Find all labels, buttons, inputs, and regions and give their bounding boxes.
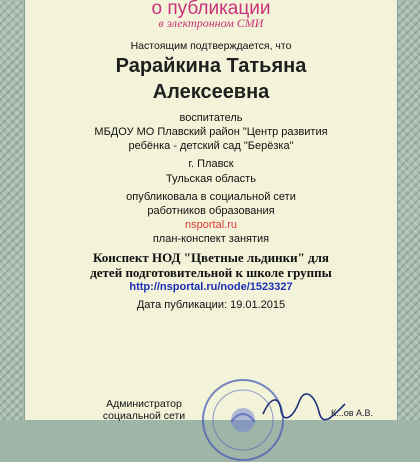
signature-name: К...ов А.В. <box>331 408 374 418</box>
region: Тульская область <box>166 173 256 185</box>
confirm-text: Настоящим подтверждается, что <box>130 40 292 52</box>
recipient-name-line1: Рарайкина Татьяна <box>115 55 307 77</box>
certificate-paper <box>24 0 398 420</box>
publication-title-line2: детей подготовительной к школе группы <box>90 265 332 280</box>
published-text-line2: работников образования <box>147 205 275 217</box>
published-text-line1: опубликовала в социальной сети <box>126 191 296 203</box>
publication-title-line1: Конспект НОД "Цветные льдинки" для <box>93 250 329 265</box>
certificate-subtitle: в электронном СМИ <box>158 16 264 30</box>
publication-link[interactable]: http://nsportal.ru/node/1523327 <box>129 281 293 293</box>
recipient-name-line2: Алексеевна <box>152 81 270 103</box>
publication-type: план-конспект занятия <box>152 233 270 245</box>
recipient-role: воспитатель <box>179 112 243 124</box>
organization-line2: ребёнка - детский сад "Берёзка" <box>128 140 294 152</box>
city: г. Плавск <box>188 158 234 170</box>
publication-date: Дата публикации: 19.01.2015 <box>136 299 286 311</box>
site-name: nsportal.ru <box>185 219 237 231</box>
organization-line1: МБДОУ МО Плавский район "Центр развития <box>94 126 328 138</box>
admin-label-line1: Администратор <box>106 398 182 410</box>
admin-label-line2: социальной сети <box>102 410 186 422</box>
certificate-title: о публикации <box>151 0 271 19</box>
